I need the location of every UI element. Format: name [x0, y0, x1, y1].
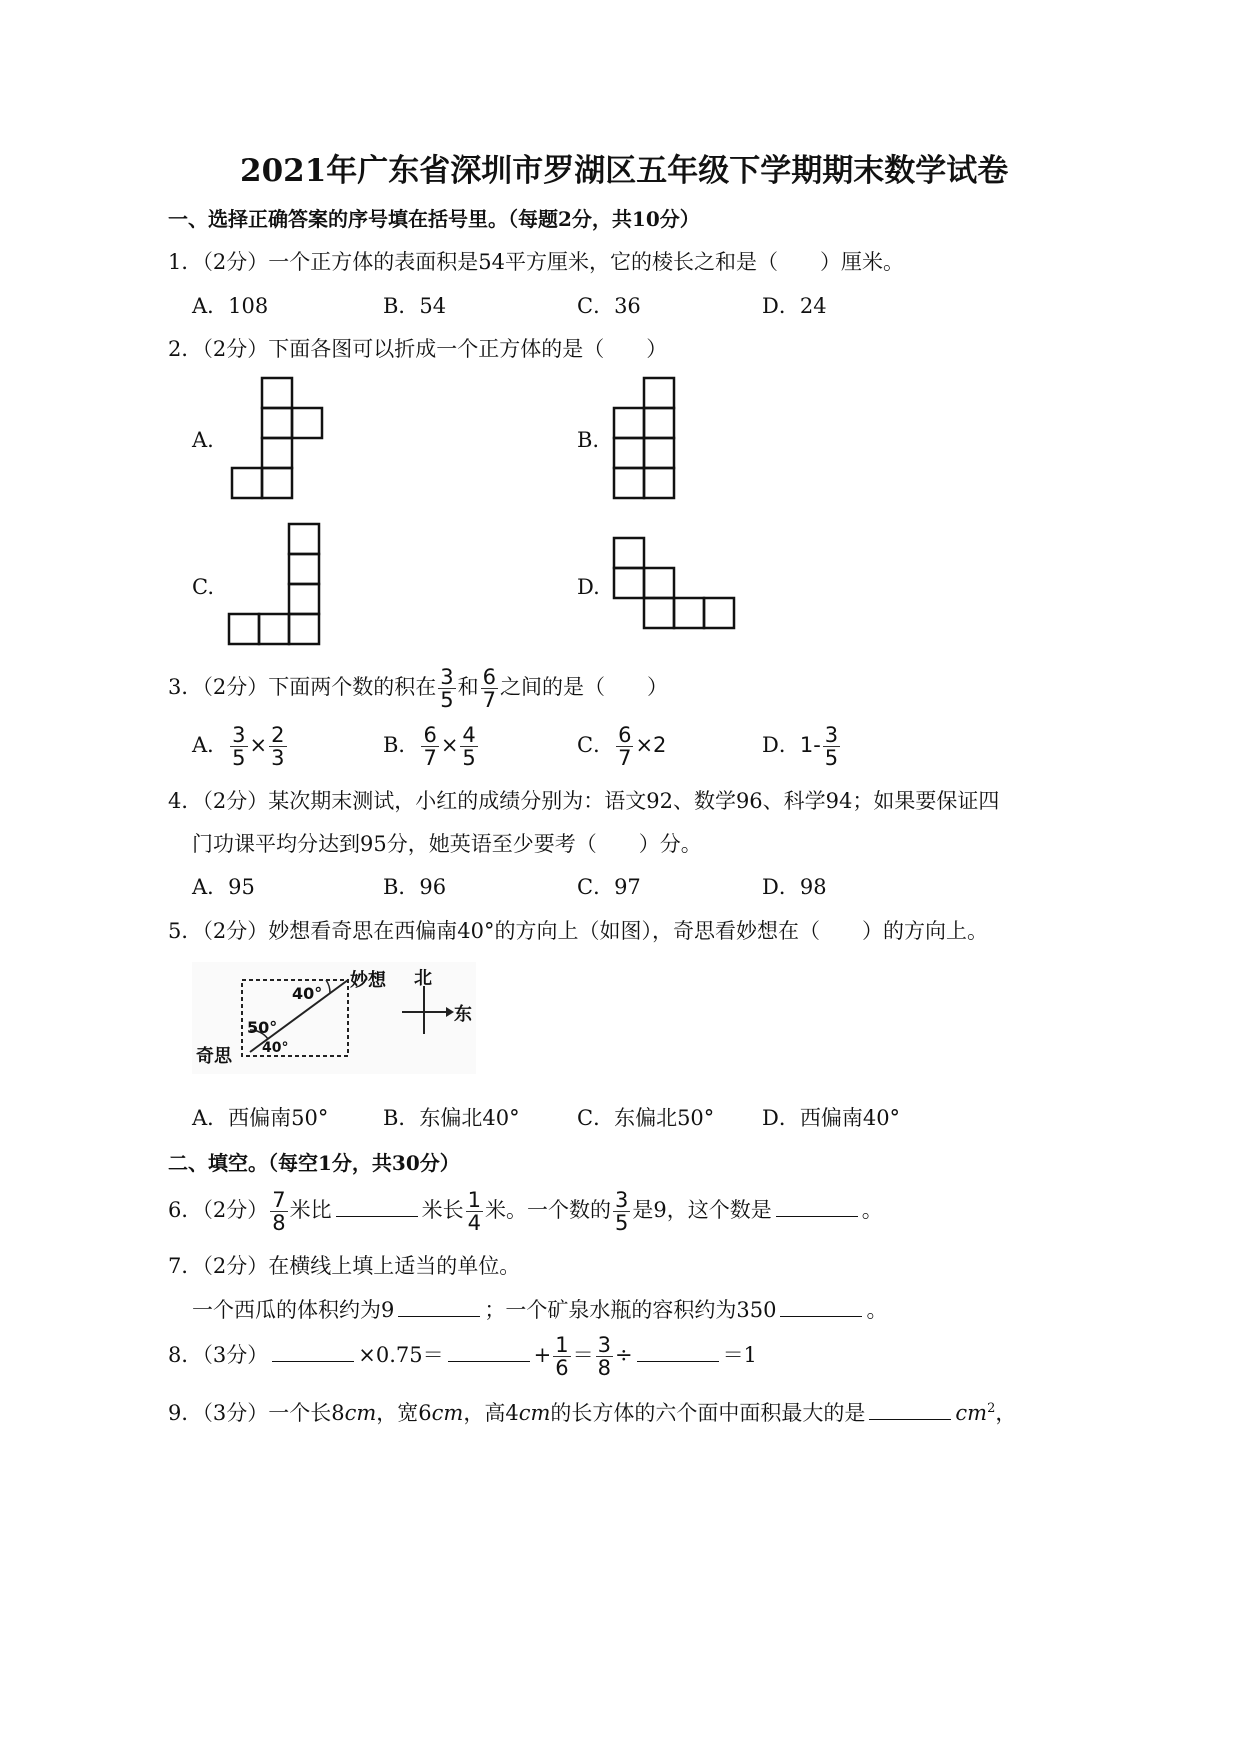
- answer-blank[interactable]: [336, 1198, 418, 1217]
- question-4-line-2: 门功课平均分达到95分，她英语至少要考（ ）分。: [192, 832, 702, 856]
- section-heading-choice: 一、选择正确答案的序号填在括号里。（每题2分，共10分）: [168, 207, 700, 231]
- question-3-stem: 3．（2分）下面两个数的积在 $\frac{3}{5}$ 和 $\frac{6}{7}$ 之间的是（ ）: [168, 664, 668, 712]
- compass-north-label: 北: [414, 968, 432, 989]
- fraction: $\frac{6}{7}$: [482, 664, 496, 712]
- cube-net-a: [225, 375, 325, 503]
- direction-diagram-lines: [192, 962, 476, 1074]
- angle-label-50: 50°: [247, 1018, 278, 1037]
- cube-net-c: [225, 520, 325, 648]
- compass-east-label: 东: [454, 1004, 472, 1025]
- q3-option-c[interactable]: C． $\frac{6}{7}$ ×2: [577, 722, 667, 770]
- angle-label-40-bottom: 40°: [262, 1040, 289, 1056]
- q3-option-b[interactable]: B． $\frac{6}{7}$ × $\frac{4}{5}$: [383, 722, 476, 770]
- q2-label-a[interactable]: A.: [192, 428, 214, 452]
- answer-blank[interactable]: [637, 1343, 719, 1362]
- answer-blank[interactable]: [398, 1298, 480, 1317]
- section-heading-fill: 二、填空。（每空1分，共30分）: [168, 1151, 460, 1175]
- q5-option-b[interactable]: B．东偏北40°: [383, 1106, 520, 1130]
- q5-option-a[interactable]: A．西偏南50°: [192, 1106, 329, 1130]
- q2-label-c[interactable]: C.: [192, 575, 214, 599]
- fraction: $\frac{3}{5}$: [440, 664, 454, 712]
- answer-blank[interactable]: [776, 1198, 858, 1217]
- q4-option-d[interactable]: D．98: [762, 875, 827, 899]
- question-7-stem: 7．（2分）在横线上填上适当的单位。: [168, 1254, 521, 1278]
- question-8: 8．（3分） ×0.75＝ + $\frac{1}{6}$ ＝ $\frac{3}{8}$ ÷ ＝1: [168, 1332, 757, 1380]
- q1-option-d[interactable]: D．24: [762, 294, 827, 318]
- q3-option-a[interactable]: A． $\frac{3}{5}$ × $\frac{2}{3}$: [192, 722, 285, 770]
- cube-net-d: [608, 533, 740, 633]
- q5-option-d[interactable]: D．西偏南40°: [762, 1106, 901, 1130]
- question-6: 6．（2分） $\frac{7}{8}$ 米比 米长 $\frac{1}{4}$ 米。一个数的 $\frac{3}{5}$ 是9，这个数是 。: [168, 1187, 883, 1235]
- q4-option-a[interactable]: A．95: [192, 875, 255, 899]
- answer-blank[interactable]: [869, 1401, 951, 1420]
- question-1-stem: 1．（2分）一个正方体的表面积是54平方厘米，它的棱长之和是（ ）厘米。: [168, 250, 904, 274]
- q1-option-b[interactable]: B．54: [383, 294, 447, 318]
- question-2-stem: 2．（2分）下面各图可以折成一个正方体的是（ ）: [168, 337, 668, 361]
- q4-option-c[interactable]: C．97: [577, 875, 641, 899]
- q4-option-b[interactable]: B．96: [383, 875, 447, 899]
- q1-option-a[interactable]: A．108: [192, 294, 269, 318]
- direction-diagram: [192, 962, 476, 1074]
- label-qisi: 奇思: [196, 1046, 232, 1067]
- question-4-line-1: 4．（2分）某次期末测试，小红的成绩分别为：语文92、数学96、科学94；如果要保证四: [168, 789, 1000, 813]
- angle-label-40-top: 40°: [292, 984, 323, 1003]
- q2-label-d[interactable]: D.: [577, 575, 600, 599]
- q2-label-b[interactable]: B.: [577, 428, 600, 452]
- cube-net-b: [608, 375, 680, 503]
- answer-blank[interactable]: [780, 1298, 862, 1317]
- page-title: 2021年广东省深圳市罗湖区五年级下学期期末数学试卷: [240, 153, 1009, 189]
- label-miaoxiang: 妙想: [350, 970, 386, 991]
- answer-blank[interactable]: [272, 1343, 354, 1362]
- answer-blank[interactable]: [448, 1343, 530, 1362]
- question-9: 9．（3分）一个长8cm，宽6cm，高4cm的长方体的六个面中面积最大的是 $cm^2$，: [168, 1401, 1017, 1425]
- q1-option-c[interactable]: C．36: [577, 294, 641, 318]
- q5-option-c[interactable]: C．东偏北50°: [577, 1106, 715, 1130]
- question-5-stem: 5．（2分）妙想看奇思在西偏南40°的方向上（如图），奇思看妙想在（ ）的方向上。: [168, 919, 988, 943]
- q3-option-d[interactable]: D．1- $\frac{3}{5}$: [762, 722, 839, 770]
- question-7-body: 一个西瓜的体积约为9 ；一个矿泉水瓶的容积约为350 。: [192, 1298, 888, 1322]
